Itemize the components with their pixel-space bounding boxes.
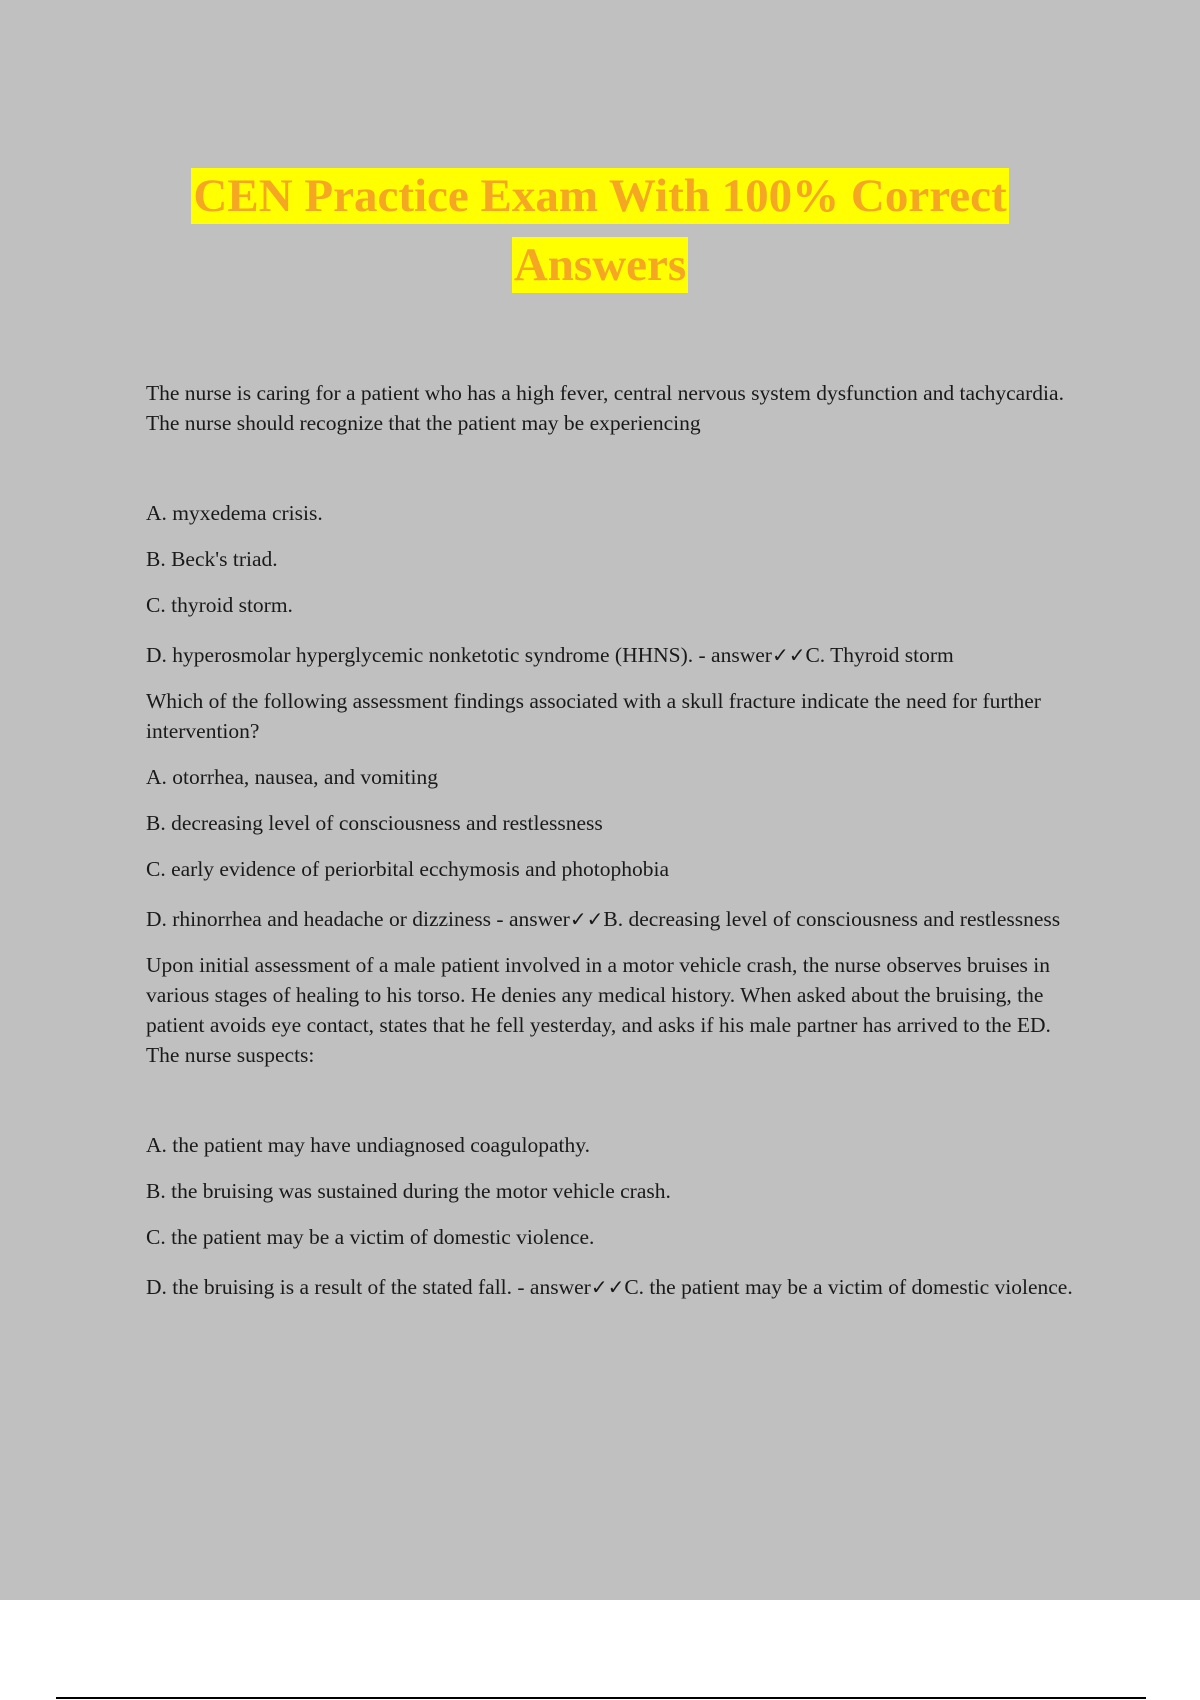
question-1 (146, 378, 1086, 670)
question-2 (146, 686, 1086, 934)
option-a: A. the patient may have undiagnosed coagulopathy. (146, 1133, 591, 1157)
double-check-icon: ✓✓ (771, 643, 806, 667)
question-stem: Which of the following assessment findings associated with a skull fracture indicate the need for further intervention? (146, 689, 1041, 743)
question-stem: Upon initial assessment of a male patient involved in a motor vehicle crash, the nurse observes bruises in various stages of healing to his torso. He denies any medical history. When asked about the bruising, the patient avoids eye contact, states that he fell yesterday, and asks if his male partner has arrived to the ED. The nurse suspects: (146, 953, 1051, 1067)
document-title (0, 168, 1200, 306)
option-a: A. otorrhea, nausea, and vomiting (146, 765, 438, 789)
option-d-with-answer (146, 1272, 1086, 1302)
question-stem: The nurse is caring for a patient who has a high fever, central nervous system dysfunction and tachycardia. The nurse should recognize that the patient may be experiencing (146, 381, 1064, 435)
option-c: C. thyroid storm. (146, 593, 293, 617)
option-c: C. early evidence of periorbital ecchymosis and photophobia (146, 857, 670, 881)
option-d-with-answer (146, 904, 1086, 934)
questions-list (146, 378, 1086, 1302)
option-d: D. hyperosmolar hyperglycemic nonketotic syndrome (HHNS). - answer (146, 643, 772, 667)
option-b: B. the bruising was sustained during the motor vehicle crash. (146, 1179, 671, 1203)
option-d-with-answer (146, 640, 1086, 670)
question-3 (146, 950, 1086, 1302)
answer-text: C. the patient may be a victim of domestic violence. (624, 1275, 1073, 1299)
double-check-icon: ✓✓ (569, 907, 604, 931)
option-c: C. the patient may be a victim of domestic violence. (146, 1225, 595, 1249)
option-d: D. rhinorrhea and headache or dizziness - answer (146, 907, 570, 931)
option-d: D. the bruising is a result of the stated fall. - answer (146, 1275, 591, 1299)
answer-text: C. Thyroid storm (805, 643, 954, 667)
option-b: B. Beck's triad. (146, 547, 278, 571)
option-b: B. decreasing level of consciousness and restlessness (146, 811, 603, 835)
double-check-icon: ✓✓ (590, 1275, 625, 1299)
option-a: A. myxedema crisis. (146, 501, 323, 525)
footer-divider (56, 1697, 1146, 1699)
title-line-2: Answers (513, 239, 687, 291)
answer-text: B. decreasing level of consciousness and restlessness (603, 907, 1061, 931)
title-line-1: CEN Practice Exam With 100% Correct (193, 170, 1007, 222)
